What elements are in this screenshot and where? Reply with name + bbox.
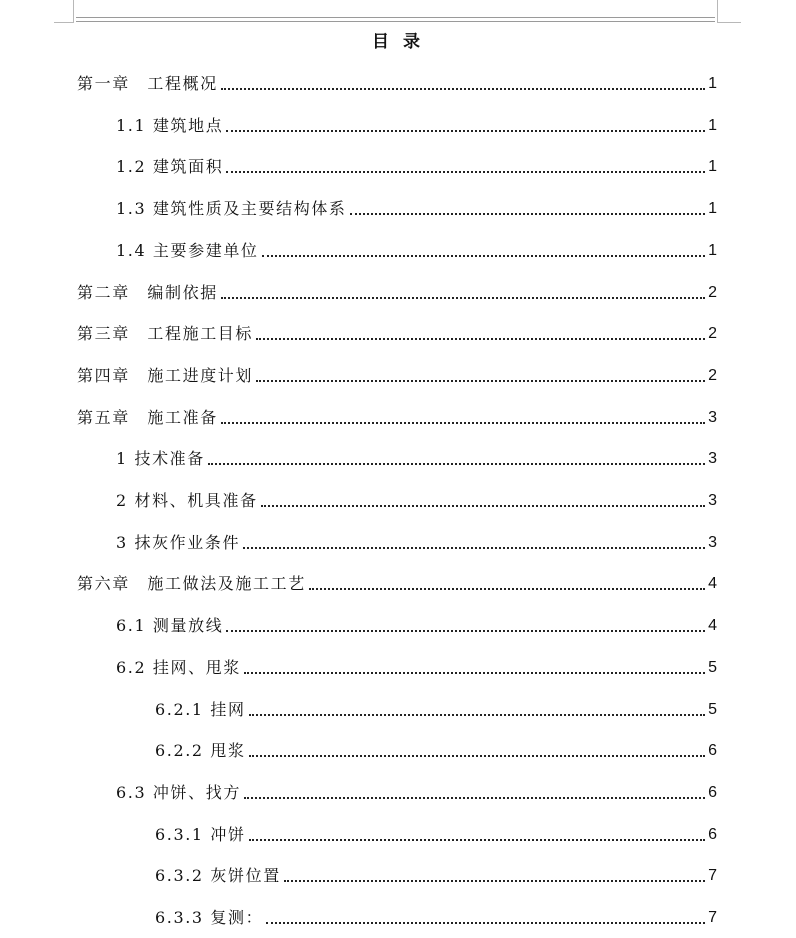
- toc-entry[interactable]: [155, 690, 717, 720]
- toc-dot-leader: [226, 130, 705, 132]
- toc-entry-page: 2: [708, 325, 717, 343]
- toc-entry-page: 6: [708, 825, 717, 843]
- toc-entry-page: 1: [708, 158, 717, 176]
- toc-entry[interactable]: [116, 106, 717, 136]
- toc-dot-leader: [244, 672, 705, 674]
- toc-entry-label: 2 材料、机具准备: [116, 491, 258, 510]
- page-corner-mark-right: [717, 0, 718, 22]
- toc-dot-leader: [221, 88, 705, 90]
- page-corner-mark-left: [73, 0, 74, 22]
- toc-entry-page: 4: [708, 617, 717, 635]
- toc-dot-leader: [256, 380, 705, 382]
- toc-entry-page: 5: [708, 658, 717, 676]
- toc-dot-leader: [221, 422, 705, 424]
- toc-entry-label: 6.3.1 冲饼: [155, 824, 246, 844]
- toc-entry-page: 3: [708, 492, 717, 509]
- toc-entry[interactable]: [116, 648, 717, 678]
- toc-entry-label: 第四章 施工进度计划: [77, 365, 254, 385]
- toc-entry[interactable]: [155, 815, 717, 845]
- toc-entry-page: 7: [708, 909, 717, 926]
- toc-entry[interactable]: [155, 898, 717, 928]
- toc-dot-leader: [221, 297, 705, 299]
- toc-entry-label: 第三章 工程施工目标: [77, 324, 254, 344]
- toc-entry[interactable]: [155, 731, 717, 761]
- toc-entry-label: 第六章 施工做法及施工工艺: [77, 574, 306, 594]
- toc-entry-label: 1 技术准备: [116, 449, 205, 469]
- toc-dot-leader: [261, 505, 705, 507]
- toc-entry[interactable]: [116, 523, 717, 553]
- toc-entry-page: 5: [708, 700, 717, 718]
- toc-dot-leader: [208, 463, 705, 465]
- toc-dot-leader: [256, 338, 705, 340]
- page-corner-mark-right-horizontal: [717, 22, 741, 23]
- toc-entry-label: 6.2.1 挂网: [155, 699, 246, 719]
- toc-entry[interactable]: [116, 189, 717, 219]
- toc-entry-label: 1.1 建筑地点: [116, 115, 224, 135]
- toc-entry[interactable]: [77, 273, 717, 303]
- header-rule: [76, 17, 715, 22]
- toc-dot-leader: [350, 213, 706, 215]
- toc-entry-page: 3: [708, 533, 717, 551]
- toc-entry-page: 1: [708, 200, 717, 218]
- toc-dot-leader: [266, 922, 705, 924]
- toc-entry-label: 6.2.2 甩浆: [155, 741, 246, 761]
- toc-entry-label: 6.3.2 灰饼位置: [155, 866, 281, 886]
- toc-title: 目 录: [372, 32, 424, 52]
- toc-dot-leader: [226, 171, 705, 173]
- toc-entry[interactable]: [77, 564, 717, 594]
- toc-entry[interactable]: [116, 773, 717, 803]
- toc-entry[interactable]: [116, 147, 717, 177]
- toc-entry[interactable]: [116, 606, 717, 636]
- toc-entry[interactable]: [116, 481, 717, 511]
- toc-entry-page: 6: [708, 742, 717, 760]
- toc-dot-leader: [249, 839, 705, 841]
- toc-dot-leader: [262, 255, 706, 257]
- toc-dot-leader: [243, 547, 705, 549]
- toc-entry[interactable]: [77, 314, 717, 344]
- toc-entry-page: 1: [708, 75, 717, 92]
- toc-entry[interactable]: [77, 64, 717, 94]
- toc-entry-page: 1: [708, 241, 717, 259]
- toc-entry-label: 6.3.3 复测：: [155, 908, 264, 927]
- toc-entry-page: 3: [708, 408, 717, 426]
- toc-entry-page: 1: [708, 116, 717, 134]
- toc-dot-leader: [284, 880, 705, 882]
- toc-entry[interactable]: [116, 439, 717, 469]
- toc-entry[interactable]: [155, 856, 717, 886]
- toc-entry-page: 2: [708, 283, 717, 301]
- toc-entry[interactable]: [77, 398, 717, 428]
- toc-dot-leader: [249, 755, 705, 757]
- page-corner-mark-left-horizontal: [54, 22, 74, 23]
- toc-entry-page: 2: [708, 366, 717, 384]
- toc-entry-label: 1.4 主要参建单位: [116, 240, 259, 260]
- toc-entry-label: 3 抹灰作业条件: [116, 532, 241, 552]
- toc-entry-label: 6.3 冲饼、找方: [116, 782, 241, 802]
- toc-entry-label: 1.3 建筑性质及主要结构体系: [116, 199, 347, 219]
- toc-entry[interactable]: [116, 231, 717, 261]
- toc-entry-label: 第二章 编制依据: [77, 282, 218, 302]
- toc-entry-page: 6: [708, 783, 717, 801]
- toc-entry-label: 6.1 测量放线: [116, 616, 224, 636]
- toc-dot-leader: [226, 630, 705, 632]
- toc-entry-page: 4: [708, 575, 717, 593]
- toc-entry-label: 第五章 施工准备: [77, 407, 218, 427]
- toc-dot-leader: [244, 797, 705, 799]
- toc-entry-label: 第一章 工程概况: [77, 74, 218, 93]
- toc-entry[interactable]: [77, 356, 717, 386]
- toc-dot-leader: [249, 714, 705, 716]
- toc-dot-leader: [309, 588, 705, 590]
- toc-entry-page: 7: [708, 867, 717, 885]
- toc-entry-label: 1.2 建筑面积: [116, 157, 224, 177]
- toc-entry-label: 6.2 挂网、甩浆: [116, 657, 241, 677]
- toc-entry-page: 3: [708, 450, 717, 468]
